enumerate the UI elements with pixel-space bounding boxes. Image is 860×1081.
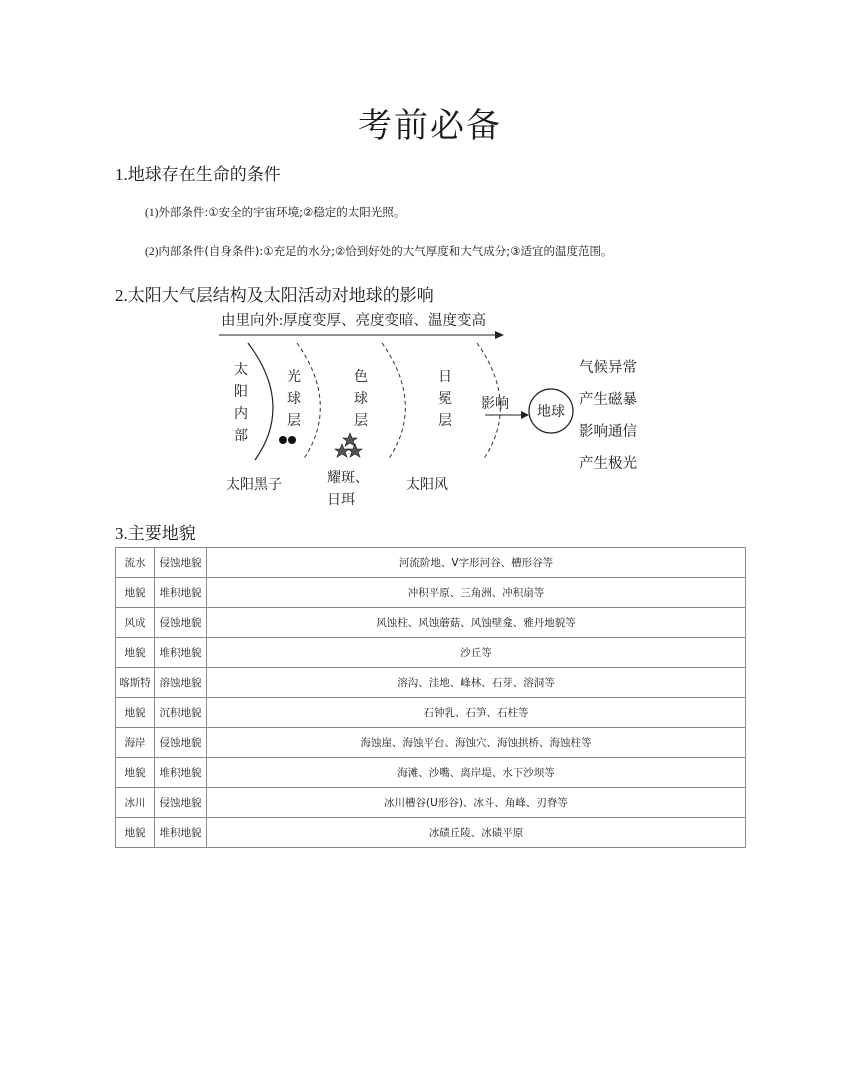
table-row (116, 818, 746, 848)
cell-group: 冰川 (116, 788, 155, 818)
effect-aurora: 产生极光 (579, 456, 637, 472)
section-1-number: 1. (115, 165, 128, 184)
chromosphere-boundary (382, 343, 405, 460)
cell-group: 地貌 (116, 698, 155, 728)
label-corona-1: 日 (438, 370, 452, 385)
cell-type: 侵蚀地貌 (155, 548, 207, 578)
cell-group: 流水 (116, 548, 155, 578)
cell-type: 侵蚀地貌 (155, 788, 207, 818)
arrow-caption: 由里向外:厚度变厚、亮度变暗、温度变高 (221, 313, 487, 329)
cell-examples: 海滩、沙嘴、离岸堤、水下沙坝等 (207, 758, 746, 788)
sunspot-dot (288, 436, 296, 444)
label-photosphere-2: 球 (287, 392, 301, 407)
label-interior-1: 太 (234, 363, 248, 378)
label-corona-3: 层 (438, 414, 452, 429)
table-row (116, 728, 746, 758)
effect-communication: 影响通信 (579, 424, 637, 440)
cell-group: 地貌 (116, 818, 155, 848)
section-3-number: 3. (115, 524, 128, 543)
item-text: 内部条件(自身条件):①充足的水分;②恰到好处的大气厚度和大气成分;③适宜的温度范围。 (158, 244, 613, 258)
cell-examples: 溶沟、洼地、峰林、石芽、溶洞等 (207, 668, 746, 698)
cell-examples: 海蚀崖、海蚀平台、海蚀穴、海蚀拱桥、海蚀柱等 (207, 728, 746, 758)
cell-examples: 冰川槽谷(U形谷)、冰斗、角峰、刃脊等 (207, 788, 746, 818)
cell-group: 地貌 (116, 758, 155, 788)
table-row (116, 788, 746, 818)
cell-type: 侵蚀地貌 (155, 728, 207, 758)
sunspot-dot (279, 436, 287, 444)
cell-examples: 石钟乳、石笋、石柱等 (207, 698, 746, 728)
cell-examples: 沙丘等 (207, 638, 746, 668)
cell-type: 堆积地貌 (155, 578, 207, 608)
condition-external (145, 204, 405, 220)
cell-group: 地貌 (116, 578, 155, 608)
cell-type: 溶蚀地貌 (155, 668, 207, 698)
item-number: (2) (145, 246, 159, 258)
label-interior-2: 阳 (234, 385, 248, 400)
cell-examples: 河流阶地、V字形河谷、槽形谷等 (207, 548, 746, 578)
section-3-heading (115, 519, 196, 544)
label-interior-3: 内 (234, 407, 248, 422)
section-3-title: 主要地貌 (127, 524, 196, 544)
flare-star-icon (348, 444, 362, 457)
label-corona-2: 冕 (438, 392, 452, 407)
cell-group: 地貌 (116, 638, 155, 668)
section-1-title: 地球存在生命的条件 (127, 165, 281, 185)
table-row (116, 638, 746, 668)
label-photosphere-3: 层 (287, 414, 301, 429)
influence-arrowhead (521, 411, 529, 419)
cell-type: 堆积地貌 (155, 818, 207, 848)
table-row (116, 578, 746, 608)
cell-examples: 风蚀柱、风蚀蘑菇、风蚀壁龛、雅丹地貌等 (207, 608, 746, 638)
label-flares-1: 耀斑、 (327, 471, 369, 486)
cell-examples: 冰碛丘陵、冰碛平原 (207, 818, 746, 848)
cell-group: 海岸 (116, 728, 155, 758)
section-2-number: 2. (115, 286, 128, 305)
cell-type: 堆积地貌 (155, 758, 207, 788)
table-row (116, 758, 746, 788)
cell-examples: 冲积平原、三角洲、冲积扇等 (207, 578, 746, 608)
label-flares-2: 日珥 (327, 493, 355, 508)
table-row (116, 608, 746, 638)
label-chromosphere-1: 色 (354, 370, 368, 385)
cell-type: 堆积地貌 (155, 638, 207, 668)
table-row (116, 698, 746, 728)
section-1-heading (115, 160, 281, 185)
label-chromosphere-2: 球 (354, 392, 368, 407)
effect-magnetic-storm: 产生磁暴 (579, 392, 637, 408)
section-2-heading (115, 281, 434, 306)
page-title: 考前必备 (358, 106, 502, 146)
label-photosphere-1: 光 (287, 370, 301, 385)
section-2-title: 太阳大气层结构及太阳活动对地球的影响 (127, 286, 434, 306)
label-solar-wind: 太阳风 (406, 478, 448, 493)
label-interior-4: 部 (234, 429, 248, 444)
flare-star-icon (335, 444, 349, 457)
sun-surface-curve (248, 343, 273, 460)
table-row (116, 668, 746, 698)
influence-label: 影响 (481, 397, 509, 412)
cell-type: 沉积地貌 (155, 698, 207, 728)
item-text: 外部条件:①安全的宇宙环境;②稳定的太阳光照。 (158, 205, 406, 219)
sun-structure-diagram (215, 305, 655, 515)
cell-group: 喀斯特 (116, 668, 155, 698)
landform-table (115, 547, 746, 848)
effect-climate: 气候异常 (579, 360, 637, 376)
condition-internal (145, 243, 612, 259)
label-chromosphere-3: 层 (354, 414, 368, 429)
earth-label: 地球 (537, 405, 565, 420)
outward-arrowhead (495, 331, 504, 339)
cell-group: 风成 (116, 608, 155, 638)
table-row (116, 548, 746, 578)
item-number: (1) (145, 207, 159, 219)
cell-type: 侵蚀地貌 (155, 608, 207, 638)
label-sunspots: 太阳黑子 (226, 478, 282, 493)
